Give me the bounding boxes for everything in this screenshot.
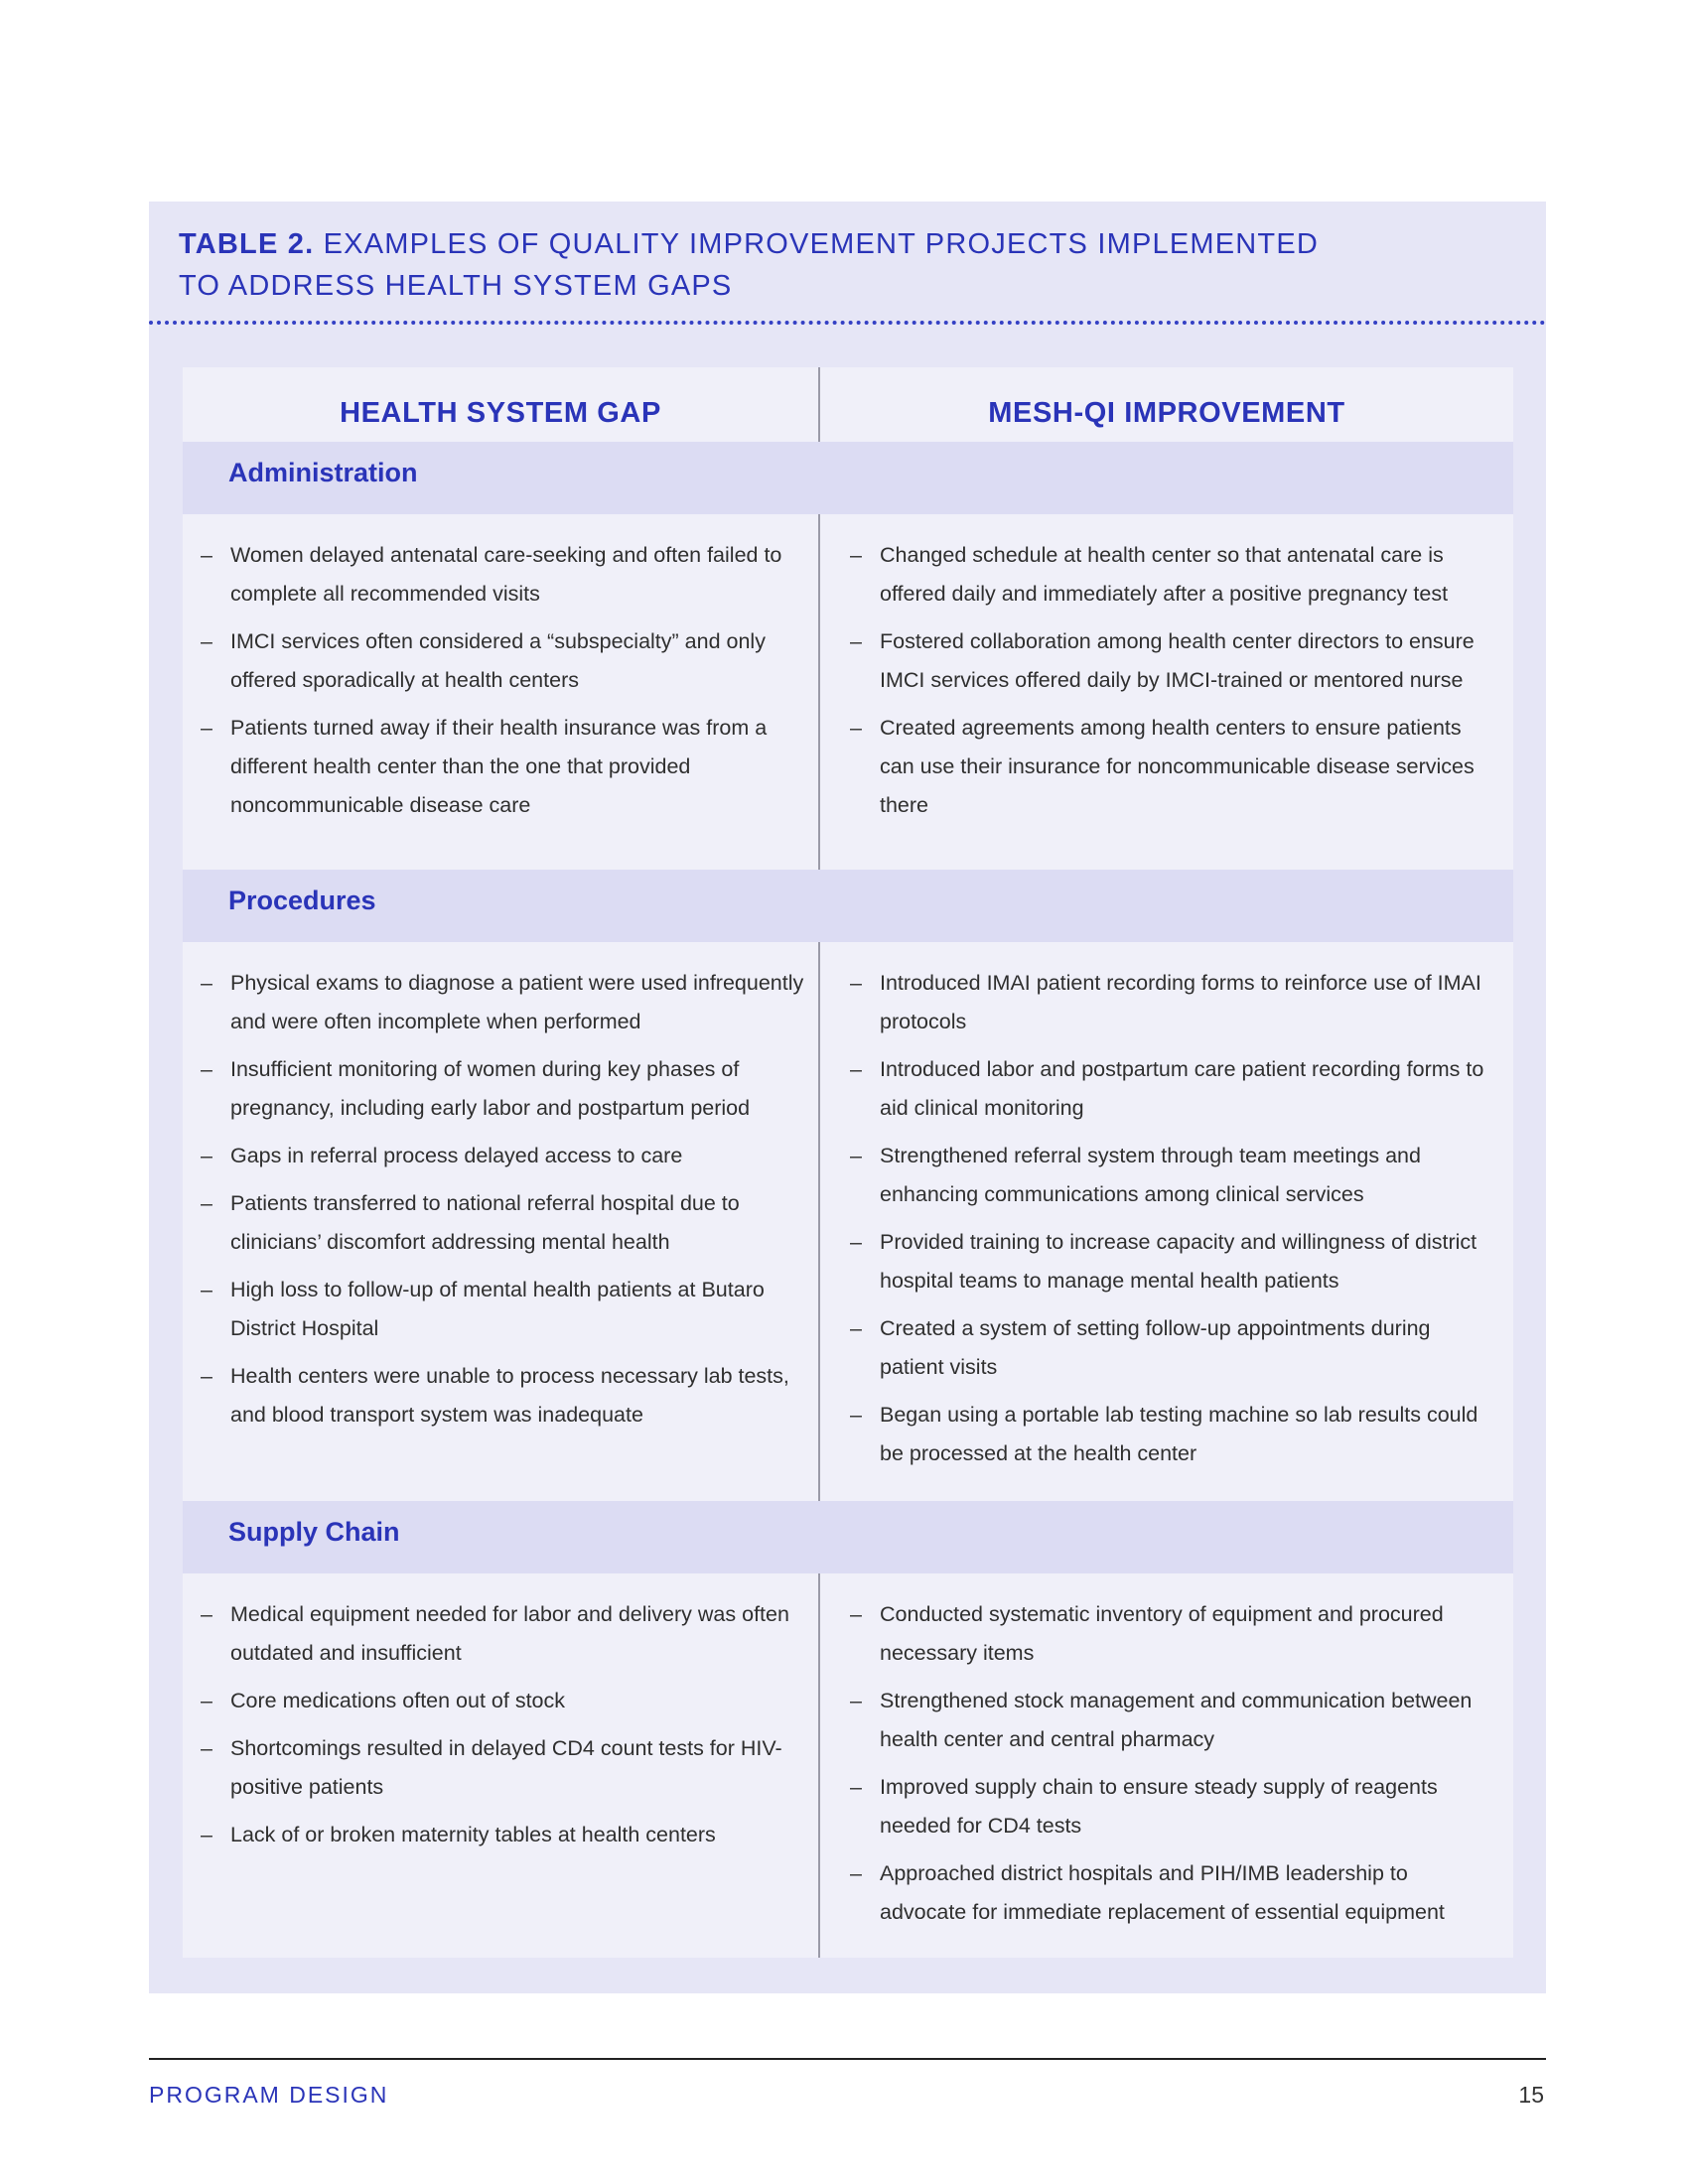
- comparison-table: [183, 367, 1513, 1958]
- dash-bullet: –: [201, 1689, 212, 1712]
- list-item-text: Patients turned away if their health insurance was from a different health center than the one that provided noncommunicable disease care: [230, 716, 768, 817]
- section-title: Administration: [228, 458, 418, 487]
- table-title: [179, 223, 1319, 307]
- dash-bullet: –: [850, 1057, 862, 1081]
- footer-section-label: PROGRAM DESIGN: [149, 2082, 389, 2108]
- list-item-text: Approached district hospitals and PIH/IMB leadership to advocate for immediate replacement of essential equipment: [880, 1861, 1445, 1924]
- dash-bullet: –: [201, 971, 212, 995]
- list-item: [201, 622, 806, 700]
- dash-bullet: –: [201, 1823, 212, 1846]
- dash-bullet: –: [201, 716, 212, 740]
- list-item-text: Began using a portable lab testing machine so lab results could be processed at the health center: [880, 1403, 1478, 1465]
- list-item: [850, 1595, 1495, 1673]
- gap-list-supply-chain: [201, 1595, 806, 1863]
- list-item: [850, 1768, 1495, 1845]
- dash-bullet: –: [850, 1403, 862, 1427]
- column-header-improvement: MESH-QI IMPROVEMENT: [988, 397, 1345, 429]
- list-item-text: Shortcomings resulted in delayed CD4 count tests for HIV-positive patients: [230, 1736, 782, 1799]
- column-divider: [818, 367, 820, 1958]
- dash-bullet: –: [850, 716, 862, 740]
- improvement-list-administration: [850, 536, 1495, 834]
- list-item-text: Strengthened stock management and communication between health center and central pharmacy: [880, 1689, 1473, 1751]
- list-item-text: Fostered collaboration among health center directors to ensure IMCI services offered daily by IMCI-trained or mentored nurse: [880, 629, 1475, 692]
- list-item-text: Lack of or broken maternity tables at health centers: [230, 1823, 716, 1846]
- list-item: [201, 1729, 806, 1807]
- list-item: [850, 1854, 1495, 1932]
- list-item-text: Strengthened referral system through team meetings and enhancing communications among clinical services: [880, 1144, 1421, 1206]
- list-item-text: Medical equipment needed for labor and delivery was often outdated and insufficient: [230, 1602, 789, 1665]
- list-item: [201, 1595, 806, 1673]
- footer-divider: [149, 2058, 1546, 2060]
- list-item-text: Provided training to increase capacity and willingness of district hospital teams to manage mental health patients: [880, 1230, 1477, 1293]
- list-item: [201, 709, 806, 825]
- dash-bullet: –: [850, 1689, 862, 1712]
- dash-bullet: –: [201, 1736, 212, 1760]
- list-item: [850, 709, 1495, 825]
- dotted-divider: [149, 321, 1546, 325]
- list-item-text: Changed schedule at health center so that antenatal care is offered daily and immediately after a positive pregnancy test: [880, 543, 1449, 606]
- list-item: [850, 1396, 1495, 1473]
- list-item: [201, 1184, 806, 1262]
- list-item-text: Patients transferred to national referral hospital due to clinicians’ discomfort addressing mental health: [230, 1191, 740, 1254]
- table-title-text: EXAMPLES OF QUALITY IMPROVEMENT PROJECTS IMPLEMENTED: [323, 228, 1320, 260]
- table-title-line-2: TO ADDRESS HEALTH SYSTEM GAPS: [179, 270, 733, 302]
- list-item: [201, 1271, 806, 1348]
- gap-list-procedures: [201, 964, 806, 1443]
- list-item-text: Created agreements among health centers to ensure patients can use their insurance for noncommunicable disease services there: [880, 716, 1475, 817]
- list-item-text: Improved supply chain to ensure steady supply of reagents needed for CD4 tests: [880, 1775, 1438, 1838]
- list-item: [850, 536, 1495, 614]
- list-item-text: Created a system of setting follow-up appointments during patient visits: [880, 1316, 1431, 1379]
- list-item-text: Women delayed antenatal care-seeking and often failed to complete all recommended visits: [230, 543, 782, 606]
- improvement-list-procedures: [850, 964, 1495, 1482]
- list-item: [850, 1137, 1495, 1214]
- list-item: [850, 622, 1495, 700]
- list-item: [201, 1816, 806, 1854]
- dash-bullet: –: [850, 1602, 862, 1626]
- dash-bullet: –: [201, 1602, 212, 1626]
- table-number: TABLE 2.: [179, 228, 315, 260]
- dash-bullet: –: [201, 1364, 212, 1388]
- dash-bullet: –: [201, 1144, 212, 1167]
- list-item: [850, 1050, 1495, 1128]
- list-item: [201, 1050, 806, 1128]
- dash-bullet: –: [201, 1278, 212, 1301]
- dash-bullet: –: [850, 1230, 862, 1254]
- dash-bullet: –: [201, 1057, 212, 1081]
- dash-bullet: –: [850, 1144, 862, 1167]
- list-item-text: Health centers were unable to process necessary lab tests, and blood transport system was inadequate: [230, 1364, 789, 1427]
- list-item-text: Physical exams to diagnose a patient were used infrequently and were often incomplete when performed: [230, 971, 804, 1033]
- list-item-text: High loss to follow-up of mental health patients at Butaro District Hospital: [230, 1278, 765, 1340]
- list-item: [201, 1357, 806, 1434]
- dash-bullet: –: [850, 629, 862, 653]
- list-item: [850, 1223, 1495, 1300]
- section-header-procedures: [183, 870, 1513, 942]
- list-item: [850, 1682, 1495, 1759]
- list-item-text: Insufficient monitoring of women during key phases of pregnancy, including early labor and postpartum period: [230, 1057, 751, 1120]
- section-header-administration: [183, 442, 1513, 514]
- column-header-gap: HEALTH SYSTEM GAP: [340, 397, 661, 429]
- list-item: [850, 1309, 1495, 1387]
- table-title-line-1: [179, 223, 1319, 265]
- section-header-supply-chain: [183, 1501, 1513, 1573]
- dash-bullet: –: [201, 1191, 212, 1215]
- list-item-text: Introduced labor and postpartum care patient recording forms to aid clinical monitoring: [880, 1057, 1484, 1120]
- dash-bullet: –: [201, 543, 212, 567]
- dash-bullet: –: [201, 629, 212, 653]
- list-item-text: Gaps in referral process delayed access to care: [230, 1144, 683, 1167]
- list-item: [850, 964, 1495, 1041]
- page-number: 15: [1518, 2082, 1544, 2108]
- dash-bullet: –: [850, 543, 862, 567]
- list-item: [201, 1682, 806, 1720]
- section-title: Supply Chain: [228, 1517, 400, 1547]
- list-item: [201, 1137, 806, 1175]
- list-item-text: Conducted systematic inventory of equipment and procured necessary items: [880, 1602, 1444, 1665]
- list-item-text: IMCI services often considered a “subspecialty” and only offered sporadically at health centers: [230, 629, 766, 692]
- dash-bullet: –: [850, 1316, 862, 1340]
- table-panel: [149, 202, 1546, 1993]
- dash-bullet: –: [850, 971, 862, 995]
- section-title: Procedures: [228, 886, 376, 915]
- list-item-text: Core medications often out of stock: [230, 1689, 566, 1712]
- list-item-text: Introduced IMAI patient recording forms to reinforce use of IMAI protocols: [880, 971, 1481, 1033]
- list-item: [201, 964, 806, 1041]
- list-item: [201, 536, 806, 614]
- improvement-list-supply-chain: [850, 1595, 1495, 1941]
- gap-list-administration: [201, 536, 806, 834]
- dash-bullet: –: [850, 1861, 862, 1885]
- dash-bullet: –: [850, 1775, 862, 1799]
